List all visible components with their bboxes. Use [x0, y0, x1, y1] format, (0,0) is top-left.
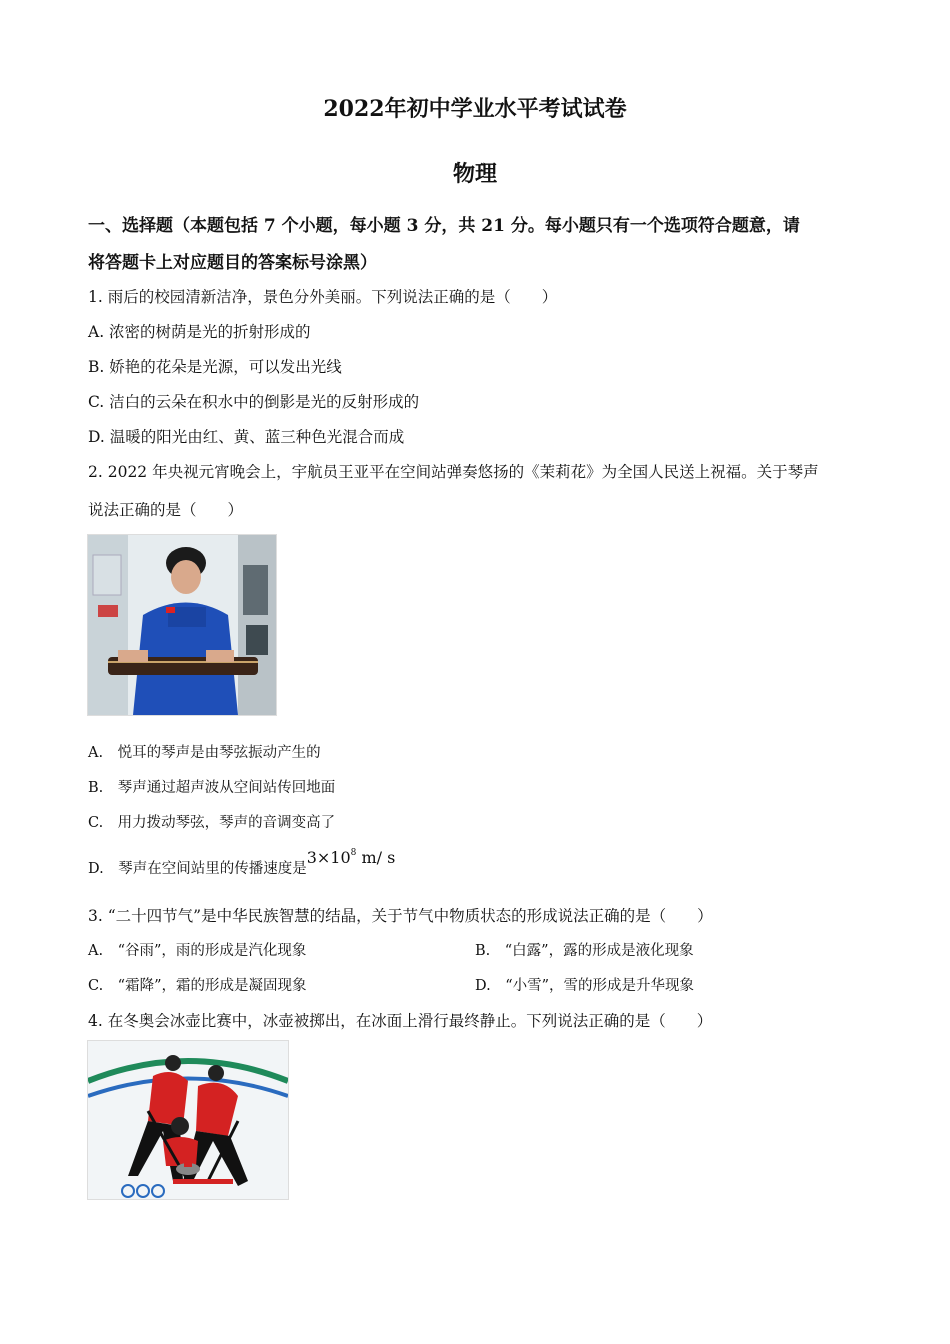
q1-option-d: D. 温暖的阳光由红、黄、蓝三种色光混合而成: [88, 428, 405, 446]
q3-option-b: B. “白露”，露的形成是液化现象: [475, 943, 694, 959]
exam-title: 2022年初中学业水平考试试卷: [323, 96, 627, 122]
q2-option-a: A. 悦耳的琴声是由琴弦振动产生的: [88, 745, 321, 761]
astronaut-guzheng-photo: [87, 534, 277, 716]
q3-stem: 3. “二十四节气”是中华民族智慧的结晶，关于节气中物质状态的形成说法正确的是（ ）: [88, 907, 713, 925]
q4-stem: 4. 在冬奥会冰壶比赛中，冰壶被掷出，在冰面上滑行最终静止。下列说法正确的是（ ）: [88, 1012, 713, 1030]
section-heading-line1: 一、选择题（本题包括 7 个小题，每小题 3 分，共 21 分。每小题只有一个选项符合题意，请: [88, 216, 800, 236]
q1-stem: 1. 雨后的校园清新洁净，景色分外美丽。下列说法正确的是（ ）: [88, 288, 558, 306]
q2-stem-line2: 说法正确的是（ ）: [88, 501, 244, 519]
curling-photo: [87, 1040, 289, 1200]
formula-unit: m/ s: [356, 848, 396, 867]
section-heading-line2: 将答题卡上对应题目的答案标号涂黑）: [88, 253, 377, 273]
q2-stem-line1: 2. 2022 年央视元宵晚会上，宇航员王亚平在空间站弹奏悠扬的《茉莉花》为全国人民送上祝福。关于琴声: [88, 463, 819, 481]
speed-formula: [307, 848, 396, 867]
q3-option-a: A. “谷雨”，雨的形成是汽化现象: [88, 943, 307, 959]
q2-option-c: C. 用力拨动琴弦，琴声的音调变高了: [88, 815, 336, 831]
q3-option-d: D. “小雪”，雪的形成是升华现象: [475, 978, 695, 994]
q1-option-a: A. 浓密的树荫是光的折射形成的: [88, 323, 311, 341]
q2-option-d-text: D. 琴声在空间站里的传播速度是: [88, 861, 307, 877]
q1-option-c: C. 洁白的云朵在积水中的倒影是光的反射形成的: [88, 393, 420, 411]
q2-option-d: [88, 848, 396, 878]
q1-option-b: B. 娇艳的花朵是光源，可以发出光线: [88, 358, 342, 376]
q3-option-c: C. “霜降”，霜的形成是凝固现象: [88, 978, 307, 994]
formula-base: 3×10: [306, 848, 351, 867]
subject-title: 物理: [452, 161, 497, 187]
formula-exponent: 8: [350, 848, 357, 858]
q2-option-b: B. 琴声通过超声波从空间站传回地面: [88, 780, 336, 796]
